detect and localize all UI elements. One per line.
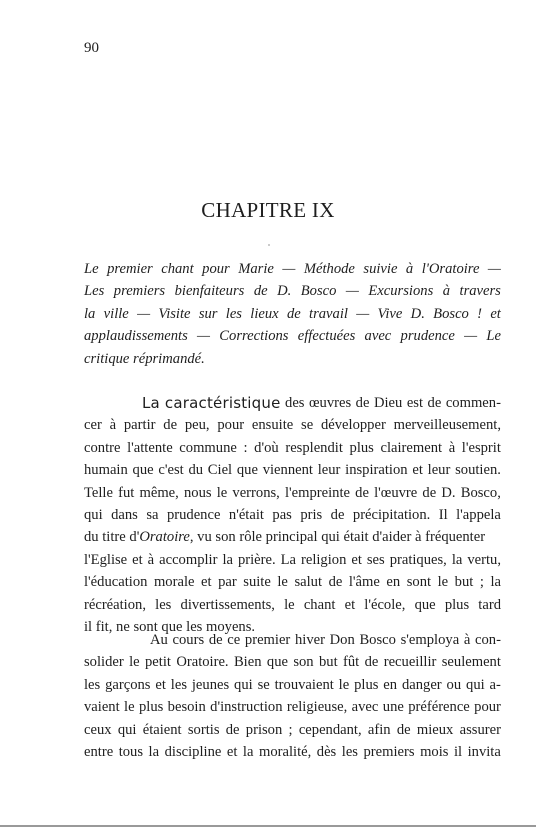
word: suite bbox=[243, 574, 271, 591]
word: trouvaient bbox=[274, 676, 334, 693]
word: que bbox=[414, 596, 436, 613]
word: à bbox=[448, 439, 456, 456]
word: le bbox=[277, 574, 288, 591]
word: de bbox=[422, 484, 437, 501]
word: ville bbox=[103, 305, 129, 322]
word: dès bbox=[316, 743, 337, 760]
word: que bbox=[236, 462, 258, 479]
word: sur bbox=[198, 305, 218, 322]
line-text: , vu son rôle principal qui était d'aider à fréquenter bbox=[189, 529, 486, 546]
word: recueillir bbox=[383, 654, 437, 671]
word: jeunes bbox=[191, 676, 230, 693]
word: La bbox=[280, 551, 297, 568]
word: le bbox=[284, 596, 295, 613]
word: assurer bbox=[459, 721, 501, 738]
word: contre bbox=[84, 439, 121, 456]
word: et bbox=[490, 305, 501, 322]
word: à bbox=[405, 261, 414, 277]
summary-line bbox=[84, 280, 501, 302]
word: premiers bbox=[113, 283, 166, 300]
word: tous bbox=[118, 743, 144, 760]
word: d'où bbox=[254, 439, 279, 456]
word: plus bbox=[354, 676, 379, 693]
paragraph-line bbox=[84, 719, 501, 741]
paragraph-line bbox=[84, 696, 501, 718]
word: les bbox=[170, 676, 187, 693]
word: plus bbox=[138, 699, 164, 716]
page-number: 90 bbox=[84, 40, 99, 56]
stray-dot bbox=[268, 244, 270, 246]
word: et bbox=[226, 743, 238, 760]
word: cours bbox=[172, 632, 205, 648]
word: pour bbox=[474, 699, 501, 716]
summary-line bbox=[84, 325, 501, 347]
word: Ciel bbox=[207, 462, 233, 479]
paragraph-line bbox=[84, 594, 501, 616]
word: l'âme bbox=[348, 574, 380, 591]
word: qui bbox=[84, 506, 103, 523]
word: qui bbox=[117, 721, 137, 738]
word: solider bbox=[84, 654, 124, 671]
summary-line bbox=[84, 258, 501, 280]
word: — bbox=[464, 328, 478, 345]
word: fût bbox=[342, 654, 360, 671]
word: bienfaiteurs bbox=[174, 283, 245, 300]
word: s'employa bbox=[400, 632, 460, 648]
word: l'Eglise bbox=[84, 551, 128, 568]
word: d'instruction bbox=[210, 699, 283, 716]
word: vaient bbox=[84, 699, 120, 716]
word: ! bbox=[477, 305, 483, 322]
paragraph-line bbox=[84, 437, 501, 459]
word: clairement bbox=[380, 439, 443, 456]
word: Dieu bbox=[373, 395, 403, 411]
word: chant bbox=[161, 261, 194, 277]
word: de bbox=[225, 721, 240, 738]
word: développer bbox=[320, 417, 386, 434]
word: la bbox=[148, 743, 160, 760]
paragraph-line bbox=[84, 741, 501, 763]
word: de bbox=[364, 654, 379, 671]
word: œuvres bbox=[309, 395, 352, 411]
word: l'œuvre bbox=[374, 484, 418, 501]
word: travers bbox=[459, 283, 501, 300]
word: D. bbox=[277, 283, 292, 300]
word: dans bbox=[111, 506, 138, 523]
paragraph-line bbox=[84, 504, 501, 526]
word: préférence bbox=[408, 699, 470, 716]
word: tard bbox=[478, 596, 501, 613]
word: est bbox=[406, 395, 424, 411]
word: religion bbox=[300, 551, 347, 568]
word: se bbox=[257, 676, 270, 693]
paragraph-2 bbox=[84, 629, 501, 763]
word: petit bbox=[145, 654, 171, 671]
word: merveilleusement, bbox=[393, 417, 501, 434]
word: peu, bbox=[184, 417, 210, 434]
word: prière. bbox=[237, 551, 276, 568]
word: — bbox=[487, 261, 501, 277]
word: cependant, bbox=[298, 721, 362, 738]
word: prudence bbox=[400, 328, 455, 345]
word: à bbox=[463, 632, 471, 648]
word: en bbox=[383, 676, 398, 693]
word: a- bbox=[489, 676, 501, 693]
word: Vive bbox=[377, 305, 403, 322]
word: entre bbox=[84, 743, 114, 760]
word: Le bbox=[486, 328, 501, 345]
word: la bbox=[490, 574, 501, 591]
word: humain bbox=[84, 462, 128, 479]
word: que bbox=[266, 654, 288, 671]
word: le bbox=[437, 574, 449, 591]
word: les bbox=[84, 676, 101, 693]
word: Bosco bbox=[359, 632, 396, 648]
word: chant bbox=[303, 596, 336, 613]
word: du bbox=[188, 462, 204, 479]
word: la bbox=[451, 551, 463, 568]
word: garçons bbox=[105, 676, 151, 693]
word: con- bbox=[475, 632, 501, 648]
chapter-title: CHAPITRE IX bbox=[201, 198, 335, 222]
word: prison bbox=[245, 721, 283, 738]
lead-phrase: La caractéristique bbox=[142, 394, 281, 412]
word: des bbox=[285, 395, 305, 411]
word: l'esprit bbox=[461, 439, 501, 456]
word: ou bbox=[446, 676, 462, 693]
word: l'attente bbox=[127, 439, 173, 456]
word: en bbox=[386, 574, 401, 591]
word: travail bbox=[309, 305, 348, 322]
word: le bbox=[338, 676, 350, 693]
word: le bbox=[129, 654, 140, 671]
word: de bbox=[328, 574, 343, 591]
word: avec bbox=[351, 699, 379, 716]
word: sont bbox=[406, 574, 432, 591]
word: premier bbox=[107, 261, 153, 277]
paragraph-line bbox=[84, 674, 501, 696]
word: à bbox=[147, 551, 155, 568]
word: — bbox=[345, 283, 359, 300]
word: de bbox=[427, 395, 442, 411]
word: les bbox=[341, 743, 358, 760]
word: se bbox=[301, 417, 314, 434]
chapter-summary bbox=[84, 258, 501, 370]
word: pas bbox=[272, 506, 292, 523]
word: lieux bbox=[250, 305, 279, 322]
word: premier bbox=[244, 632, 291, 648]
word: une bbox=[382, 699, 404, 716]
word: viennent bbox=[262, 462, 313, 479]
word: effectuées bbox=[297, 328, 356, 345]
summary-line bbox=[84, 303, 501, 325]
word: la bbox=[222, 551, 233, 568]
word: Au bbox=[150, 632, 168, 648]
word: de bbox=[208, 632, 223, 648]
word: suivie bbox=[363, 261, 398, 277]
word: Bosco bbox=[300, 283, 337, 300]
word: et bbox=[132, 551, 143, 568]
oratoire-italic: Oratoire bbox=[139, 529, 190, 546]
word: besoin bbox=[167, 699, 206, 716]
word: même, bbox=[139, 484, 179, 501]
word: et bbox=[344, 596, 356, 613]
paragraph-line bbox=[84, 414, 501, 436]
word: Il bbox=[438, 506, 448, 523]
word: commune bbox=[179, 439, 237, 456]
word: applaudissements bbox=[84, 328, 188, 345]
word: ensuite bbox=[251, 417, 294, 434]
word: — bbox=[356, 305, 370, 322]
paragraph-1 bbox=[84, 392, 501, 638]
word: qui bbox=[466, 676, 485, 693]
word: hiver bbox=[294, 632, 325, 648]
word: vertu, bbox=[467, 551, 501, 568]
word: l'éducation bbox=[84, 574, 148, 591]
word: — bbox=[137, 305, 151, 322]
word: de bbox=[163, 417, 178, 434]
word: l'école, bbox=[364, 596, 406, 613]
word: son bbox=[293, 654, 314, 671]
word: pour bbox=[202, 261, 230, 277]
word: Marie bbox=[238, 261, 274, 277]
word: pour bbox=[217, 417, 245, 434]
word: Les bbox=[84, 283, 105, 300]
word: cer bbox=[84, 417, 102, 434]
word: Corrections bbox=[219, 328, 289, 345]
word: divertissements, bbox=[180, 596, 275, 613]
word: prudence bbox=[166, 506, 221, 523]
word: pratiques, bbox=[389, 551, 447, 568]
word: commen- bbox=[445, 395, 501, 411]
word: ; bbox=[288, 721, 293, 738]
word: de bbox=[253, 283, 268, 300]
word: afin bbox=[367, 721, 391, 738]
word: Visite bbox=[158, 305, 191, 322]
paragraph-line bbox=[84, 459, 501, 481]
word: récréation, bbox=[84, 596, 146, 613]
word: but bbox=[454, 574, 474, 591]
word: Bosco bbox=[433, 305, 469, 322]
word: par bbox=[218, 574, 237, 591]
word: étaient bbox=[142, 721, 182, 738]
page-bottom-edge bbox=[0, 825, 536, 827]
word: Excursions bbox=[368, 283, 434, 300]
word: salut bbox=[294, 574, 323, 591]
word: la bbox=[84, 305, 96, 322]
word: sa bbox=[146, 506, 159, 523]
word: le bbox=[216, 484, 228, 501]
word: Telle bbox=[84, 484, 113, 501]
word: le bbox=[124, 699, 135, 716]
word: de bbox=[355, 484, 369, 501]
word: — bbox=[282, 261, 296, 277]
word: sortis bbox=[187, 721, 220, 738]
word: à bbox=[109, 417, 117, 434]
word: à bbox=[442, 283, 451, 300]
word: il bbox=[453, 743, 463, 760]
word: Bien bbox=[233, 654, 262, 671]
word: avec bbox=[364, 328, 392, 345]
word: qui bbox=[234, 676, 253, 693]
word: moralité, bbox=[258, 743, 312, 760]
word: ceux bbox=[84, 721, 112, 738]
word: nous bbox=[183, 484, 212, 501]
word: l'appela bbox=[456, 506, 501, 523]
word: Oratoire. bbox=[176, 654, 229, 671]
word: ; bbox=[479, 574, 484, 591]
word: ses bbox=[366, 551, 385, 568]
word: plus bbox=[444, 596, 470, 613]
word: de bbox=[396, 721, 411, 738]
word: invita bbox=[467, 743, 501, 760]
word: danger bbox=[401, 676, 442, 693]
word: seulement bbox=[441, 654, 501, 671]
word: Le bbox=[84, 261, 99, 277]
word: morale bbox=[153, 574, 195, 591]
word: mois bbox=[420, 743, 449, 760]
word: leur bbox=[427, 462, 451, 479]
word: Bosco, bbox=[460, 484, 501, 501]
word: D. bbox=[410, 305, 425, 322]
word: plus bbox=[349, 439, 374, 456]
word: et bbox=[201, 574, 212, 591]
word: les bbox=[155, 596, 172, 613]
word: leur bbox=[317, 462, 341, 479]
paragraph-line bbox=[84, 651, 501, 673]
word: discipline bbox=[164, 743, 222, 760]
word: ce bbox=[227, 632, 241, 648]
word: critique réprimandé. bbox=[84, 350, 205, 367]
word: précipitation. bbox=[352, 506, 431, 523]
paragraph-line bbox=[84, 571, 501, 593]
paragraph-line bbox=[84, 482, 501, 504]
word: : bbox=[243, 439, 248, 456]
word: la bbox=[242, 743, 254, 760]
word: c'est bbox=[158, 462, 184, 479]
paragraph-line: il fit, ne sont que les moyens. bbox=[84, 618, 256, 635]
word: Méthode bbox=[303, 261, 355, 277]
word: — bbox=[197, 328, 211, 345]
word: premiers bbox=[363, 743, 415, 760]
word: accomplir bbox=[159, 551, 218, 568]
word: les bbox=[225, 305, 242, 322]
line-text: du titre d' bbox=[84, 529, 140, 546]
word: de bbox=[330, 506, 345, 523]
word: verrons, bbox=[232, 484, 280, 501]
word: l'empreinte bbox=[284, 484, 351, 501]
word: partir bbox=[123, 417, 156, 434]
paragraph-line bbox=[84, 549, 501, 571]
word: fut bbox=[118, 484, 135, 501]
word: mieux bbox=[416, 721, 454, 738]
word: l'Oratoire bbox=[421, 261, 480, 277]
paragraph-line bbox=[84, 392, 501, 414]
summary-line bbox=[84, 348, 501, 370]
word: soutien. bbox=[455, 462, 501, 479]
word: inspiration bbox=[345, 462, 408, 479]
paragraph-line bbox=[84, 526, 501, 548]
word: pris bbox=[300, 506, 323, 523]
word: but bbox=[318, 654, 338, 671]
word: D. bbox=[441, 484, 456, 501]
word: Don bbox=[329, 632, 355, 648]
word: religieuse, bbox=[286, 699, 348, 716]
word: n'était bbox=[228, 506, 264, 523]
word: de bbox=[355, 395, 370, 411]
word: et bbox=[155, 676, 166, 693]
word: resplendit bbox=[285, 439, 343, 456]
word: et bbox=[412, 462, 423, 479]
word: que bbox=[132, 462, 154, 479]
word: de bbox=[286, 305, 301, 322]
paragraph-line bbox=[84, 629, 501, 651]
word: et bbox=[351, 551, 362, 568]
